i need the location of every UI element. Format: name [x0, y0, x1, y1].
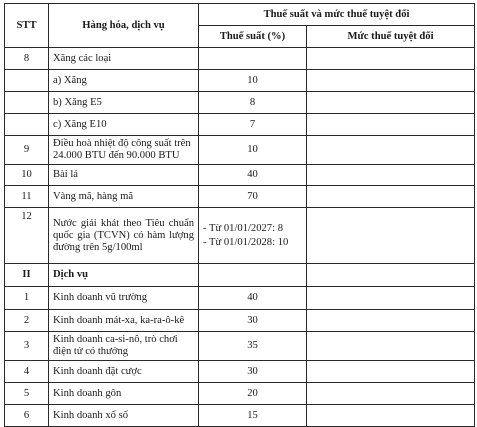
tax-table-document: [4, 3, 474, 427]
row-name: a) Xăng: [49, 70, 199, 92]
table-row: [5, 287, 475, 310]
table-row: [5, 310, 475, 332]
row-absolute: [307, 165, 475, 186]
row-rate: 40: [199, 287, 307, 310]
row-name: Xăng các loại: [49, 48, 199, 70]
row-rate: [199, 208, 307, 264]
row-stt: 8: [5, 48, 49, 70]
header-tax-group: Thuế suất và mức thuế tuyệt đối: [199, 4, 475, 26]
table-row: [5, 383, 475, 405]
row-absolute: [307, 287, 475, 310]
row-name: Kinh doanh gôn: [49, 383, 199, 405]
row-absolute: [307, 310, 475, 332]
row-stt: 2: [5, 310, 49, 332]
row-absolute: [307, 186, 475, 208]
row-stt: 12: [5, 208, 49, 264]
table-row: [5, 208, 475, 264]
row-name: Kinh doanh ca-si-nô, trò chơi điện tử có thưởng: [49, 332, 199, 361]
rate-line-2028: - Từ 01/01/2028: 10: [203, 236, 289, 248]
row-rate: [199, 48, 307, 70]
row-name: b) Xăng E5: [49, 92, 199, 114]
row-stt: 3: [5, 332, 49, 361]
row-rate: 30: [199, 310, 307, 332]
row-rate: 35: [199, 332, 307, 361]
row-name: Kinh doanh đặt cược: [49, 361, 199, 383]
header-item: Hàng hóa, dịch vụ: [49, 4, 199, 48]
header-stt: STT: [5, 4, 49, 48]
row-rate: 15: [199, 405, 307, 427]
row-absolute: [307, 361, 475, 383]
row-rate: [199, 264, 307, 287]
row-rate: 40: [199, 165, 307, 186]
header-rate: Thuế suất (%): [199, 26, 307, 48]
row-name: Kinh doanh vũ trường: [49, 287, 199, 310]
row-stt: 10: [5, 165, 49, 186]
row-rate: 10: [199, 136, 307, 165]
row-name: Điều hoà nhiệt độ công suất trên 24.000 BTU đến 90.000 BTU: [49, 136, 199, 165]
table-row: [5, 92, 475, 114]
row-rate: 70: [199, 186, 307, 208]
header-absolute: Mức thuế tuyệt đối: [307, 26, 475, 48]
row-stt: 11: [5, 186, 49, 208]
row-stt: [5, 114, 49, 136]
row-name: Nước giải khát theo Tiêu chuẩn quốc gia (TCVN) có hàm lượng đường trên 5g/100ml: [49, 208, 199, 264]
row-rate: 8: [199, 92, 307, 114]
row-name: Kinh doanh mát-xa, ka-ra-ô-kê: [49, 310, 199, 332]
table-row: [5, 264, 475, 287]
row-rate: 30: [199, 361, 307, 383]
table-row: [5, 361, 475, 383]
row-stt: 1: [5, 287, 49, 310]
row-rate: 10: [199, 70, 307, 92]
row-absolute: [307, 264, 475, 287]
row-absolute: [307, 405, 475, 427]
row-absolute: [307, 48, 475, 70]
table-row: [5, 405, 475, 427]
row-stt: 6: [5, 405, 49, 427]
row-absolute: [307, 136, 475, 165]
row-stt: 9: [5, 136, 49, 165]
row-stt: 4: [5, 361, 49, 383]
table-row: [5, 48, 475, 70]
row-name: c) Xăng E10: [49, 114, 199, 136]
row-name: Vàng mã, hàng mã: [49, 186, 199, 208]
row-stt: [5, 70, 49, 92]
row-absolute: [307, 383, 475, 405]
table-row: [5, 186, 475, 208]
row-name: Kinh doanh xổ số: [49, 405, 199, 427]
row-rate: 20: [199, 383, 307, 405]
row-absolute: [307, 114, 475, 136]
table-row: [5, 332, 475, 361]
row-absolute: [307, 332, 475, 361]
tax-rate-table: [4, 3, 475, 427]
rate-line-2027: - Từ 01/01/2027: 8: [203, 222, 283, 234]
row-name: Bài lá: [49, 165, 199, 186]
table-row: [5, 136, 475, 165]
row-absolute: [307, 208, 475, 264]
row-stt: [5, 92, 49, 114]
header-row-1: [5, 4, 475, 26]
table-row: [5, 70, 475, 92]
table-row: [5, 165, 475, 186]
row-absolute: [307, 70, 475, 92]
section-name: Dịch vụ: [49, 264, 199, 287]
row-absolute: [307, 92, 475, 114]
section-stt: II: [5, 264, 49, 287]
row-rate: 7: [199, 114, 307, 136]
table-row: [5, 114, 475, 136]
row-stt: 5: [5, 383, 49, 405]
